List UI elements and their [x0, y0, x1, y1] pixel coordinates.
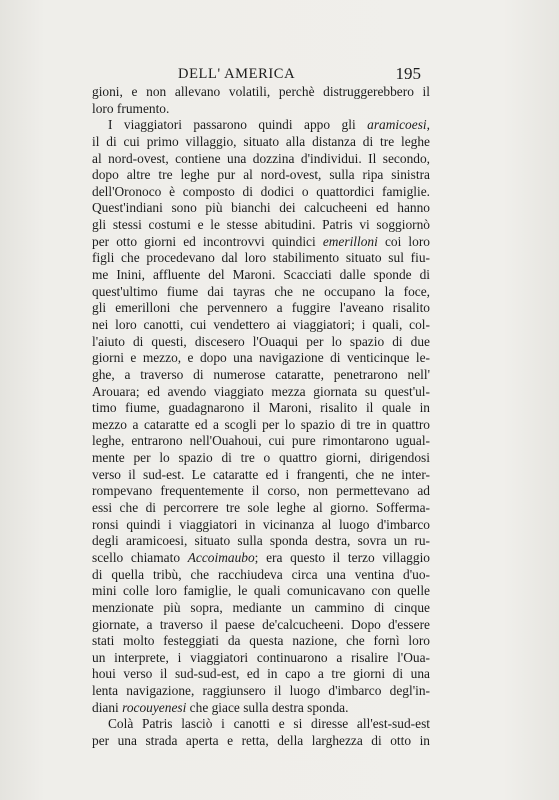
text-line: gioni, e non allevano volatili, perchè distruggerebbero il: [92, 84, 430, 99]
text-line: un interprete, i viaggiatori continuarono a risalire l'Oua-: [92, 649, 430, 665]
text-line: giornate, a traverso il paese de'calcucheeni. Dopo d'essere: [92, 616, 430, 632]
text-line: timo fiume, guadagnarono il Maroni, risalito il quale in: [92, 400, 430, 416]
italic-term: rocouyenesi: [122, 699, 187, 715]
text-line: mente per lo spazio di tre o quattro giorni, dirigendosi: [92, 450, 430, 466]
italic-term: Accoimaubo: [187, 549, 255, 565]
text-line: essi che di percorrere tre sole leghe al giorno. Sofferma-: [92, 500, 430, 516]
text-line: Arouara; ed avendo viaggiato mezza giornata su quest'ul-: [92, 383, 430, 399]
text-line: scello chiamato Accoimaubo; era questo il terzo villaggio: [92, 549, 430, 565]
text-line: loro frumento.: [92, 100, 170, 116]
text-line: per una strada aperta e retta, della larghezza di otto in: [92, 732, 430, 748]
text-line: menzionate più sopra, mediante un cammino di cinque: [92, 599, 430, 615]
text-line: degli aramicoesi, situato sulla sponda destra, sovra un ru-: [92, 533, 430, 549]
text-line: dopo altre tre leghe pur al nord-ovest, sulla ripa sinistra: [92, 167, 430, 183]
text-line: l'aiuto di questi, discesero l'Ouaqui per lo spazio di due: [92, 333, 430, 349]
text-line: me Inini, affluente del Maroni. Scacciati dalle sponde di: [92, 267, 430, 283]
text-line: al nord-ovest, contiene una dozzina d'individui. Il secondo,: [92, 150, 430, 166]
text-line: gli emerilloni che pervennero a fuggire l'aveano risalito: [92, 300, 430, 316]
text-line: mezzo a cataratte ed a scogli per lo spazio di tre in quattro: [92, 416, 430, 432]
text-line: diani rocouyenesi che giace sulla destra sponda.: [92, 699, 349, 715]
page-header: [178, 66, 421, 86]
text-line: quest'ultimo fiume dai tayras che ne occupano la foce,: [92, 283, 430, 299]
text-line: Quest'indiani sono più bianchi dei calcucheeni ed hanno: [92, 200, 430, 216]
body-text: [92, 84, 430, 750]
text-line: di quella tribù, che racchiudeva circa una ventina d'uo-: [92, 566, 430, 582]
text-line: verso il sud-est. Le cataratte ed i frangenti, che ne inter-: [92, 466, 430, 482]
text-line: ronsi quindi i viaggiatori in vicinanza al luogo d'imbarco: [92, 516, 430, 532]
text-line: gli stessi costumi e le stesse abitudini. Patris vi soggiornò: [92, 217, 430, 233]
text-line: stati molto festeggiati da questa nazione, che fornì loro: [92, 633, 430, 649]
text-line: dell'Oronoco è composto di dodici o quattordici famiglie.: [92, 183, 430, 199]
running-title: DELL' AMERICA: [178, 66, 296, 82]
text-line: figli che procedevano dal loro stabilimento situato sul fiu-: [92, 250, 430, 266]
text-line: lenta navigazione, raggiunsero il luogo d'imbarco degl'in-: [92, 683, 430, 699]
text-line: houi verso il sud-sud-est, ed in capo a tre giorni di una: [92, 666, 430, 682]
text-line: per otto giorni ed incontrovvi quindici emerilloni coi loro: [92, 233, 430, 249]
text-line: mini colle loro famiglie, le quali comunicavano con quelle: [92, 583, 430, 599]
text-line: I viaggiatori passarono quindi appo gli aramicoesi,: [108, 117, 430, 133]
text-line: nei loro canotti, cui vendettero ai viaggiatori; i quali, col-: [92, 316, 430, 332]
italic-term: aramicoesi: [367, 117, 427, 133]
text-line: il di cui primo villaggio, situato alla distanza di tre leghe: [92, 133, 430, 149]
page-number: 195: [395, 64, 421, 83]
text-line: rompevano frequentemente il corso, non permettevano ad: [92, 483, 430, 499]
italic-term: emerilloni: [322, 233, 378, 249]
text-line: Colà Patris lasciò i canotti e si diresse all'est-sud-est: [108, 716, 430, 732]
text-line: leghe, entrarono nell'Ouahoui, cui pure rimontarono ugual-: [92, 433, 430, 449]
text-line: ghe, a traverso di numerose cataratte, penetrarono nell': [92, 366, 430, 382]
text-line: giorni e mezzo, e dopo una navigazione di venticinque le-: [92, 350, 430, 366]
